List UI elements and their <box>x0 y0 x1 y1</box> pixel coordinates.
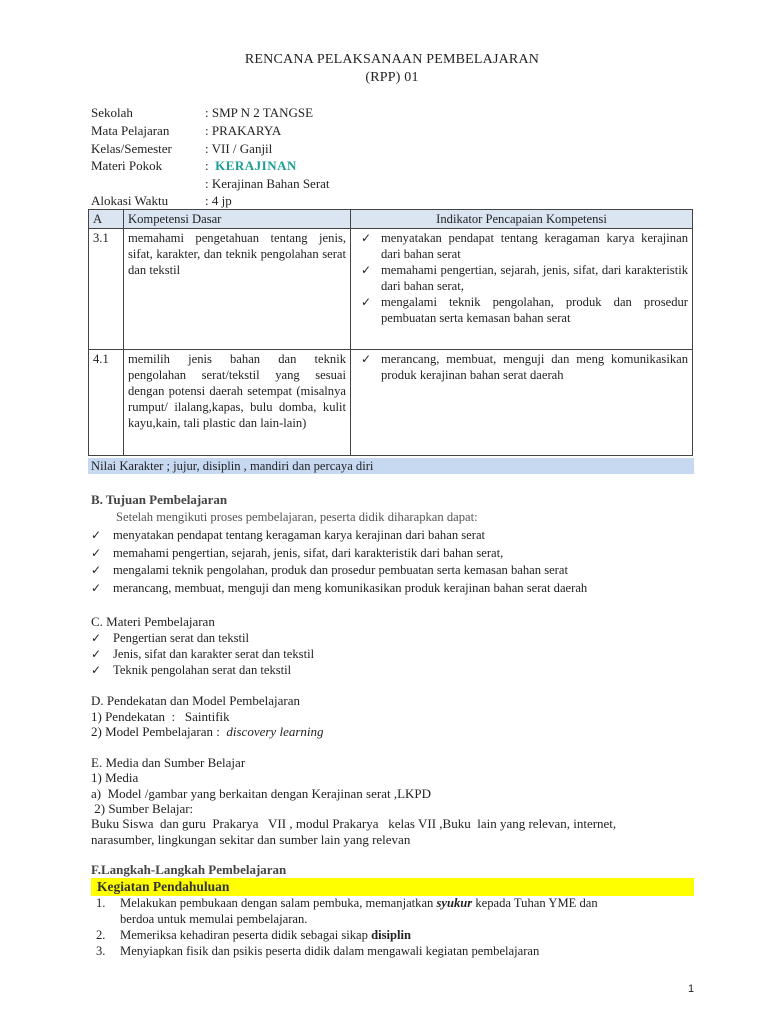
section-f-title: F.Langkah-Langkah Pembelajaran <box>91 862 287 877</box>
check-icon: ✓ <box>91 647 102 661</box>
list-item <box>91 663 291 678</box>
step-item-cont: berdoa untuk memulai pembelajaran. <box>120 912 308 926</box>
check-icon: ✓ <box>91 546 102 560</box>
list-item <box>91 546 503 561</box>
sumber-line-2: narasumber, lingkungan sekitar dan sumber lain yang relevan <box>91 832 411 847</box>
nilai-karakter: Nilai Karakter ; jujur, disiplin , mandiri dan percaya diri <box>88 458 694 474</box>
table-row <box>89 229 693 350</box>
indicator-text: merancang, membuat, menguji dan meng komunikasikan produk kerajinan bahan serat daerah <box>381 352 688 382</box>
identity-label-alokasi: Alokasi Waktu <box>91 193 169 208</box>
media-item: a) Model /gambar yang berkaitan dengan Kerajinan serat ,LKPD <box>91 786 432 801</box>
list-item <box>91 581 587 596</box>
indicator-item <box>355 230 688 262</box>
kd-text: memahami pengetahuan tentang jenis, sifat, karakter, dan teknik pengolahan serat dan tekstil <box>124 229 351 350</box>
identity-value-materi <box>205 158 297 174</box>
step-strong: disiplin <box>371 928 412 942</box>
list-item-text: merancang, membuat, menguji dan meng komunikasikan produk kerajinan bahan serat daerah <box>113 581 588 595</box>
identity-label-sekolah: Sekolah <box>91 105 133 120</box>
header-kd: Kompetensi Dasar <box>124 210 351 229</box>
indicator-cell <box>351 229 693 350</box>
section-e-title: E. Media dan Sumber Belajar <box>91 755 246 770</box>
step-emphasis: syukur <box>436 896 473 910</box>
list-item-text: Pengertian serat dan tekstil <box>113 631 250 645</box>
check-icon: ✓ <box>361 263 372 277</box>
check-icon: ✓ <box>361 295 372 309</box>
indicator-text: mengalami teknik pengolahan, produk dan prosedur pembuatan serta kemasan bahan serat <box>381 295 688 325</box>
list-item <box>91 528 485 543</box>
list-item-text: memahami pengertian, sejarah, jenis, sifat, dari karakteristik dari bahan serat, <box>113 546 504 560</box>
indicator-item <box>355 262 688 294</box>
step-item <box>96 944 696 959</box>
check-icon: ✓ <box>361 352 372 366</box>
list-item-text: mengalami teknik pengolahan, produk dan prosedur pembuatan serta kemasan bahan serat <box>113 563 568 577</box>
check-icon: ✓ <box>91 581 102 595</box>
indicator-item <box>355 294 688 326</box>
identity-label-materi: Materi Pokok <box>91 158 163 173</box>
kd-text: memilih jenis bahan dan teknik pengolahan serat/tekstil yang sesuai dengan potensi daerah setempat (misalnya rumput/ ilalang,kapas, bulu domba, kulit kayu,kain, tali plastic dan lain-lain) <box>124 350 351 456</box>
sumber-line-1: Buku Siswa dan guru Prakarya VII , modul Prakarya kelas VII ,Buku lain yang relevan, internet, <box>91 816 617 831</box>
row-number: 4.1 <box>89 350 124 456</box>
document-subtitle: (RPP) 01 <box>365 70 419 85</box>
step-text: Memeriksa kehadiran peserta didik sebagai sikap <box>120 928 372 942</box>
table-row <box>89 350 693 456</box>
indicator-item <box>355 351 688 383</box>
identity-value-mapel: : PRAKARYA <box>205 123 282 138</box>
page-number: 1 <box>688 983 695 995</box>
step-text-end: kepada Tuhan YME dan <box>472 896 598 910</box>
step-text: Menyiapkan fisik dan psikis peserta didik dalam mengawali kegiatan pembelajaran <box>120 944 540 958</box>
indicator-cell <box>351 350 693 456</box>
materi-highlight: KERAJINAN <box>215 158 297 173</box>
identity-value-submateri: : Kerajinan Bahan Serat <box>205 176 330 191</box>
identity-label-kelas: Kelas/Semester <box>91 141 172 156</box>
document-title: RENCANA PELAKSANAAN PEMBELAJARAN <box>244 52 540 67</box>
check-icon: ✓ <box>91 528 102 542</box>
pendekatan-line: 1) Pendekatan : Saintifik <box>91 709 230 724</box>
section-b-title: B. Tujuan Pembelajaran <box>91 492 228 507</box>
indicator-text: memahami pengertian, sejarah, jenis, sifat, dari karakteristik dari bahan serat, <box>381 263 688 293</box>
section-b-intro: Setelah mengikuti proses pembelajaran, peserta didik diharapkan dapat: <box>116 510 478 524</box>
table-header-row <box>89 210 693 229</box>
check-icon: ✓ <box>91 563 102 577</box>
row-number: 3.1 <box>89 229 124 350</box>
identity-value-sekolah: : SMP N 2 TANGSE <box>205 105 314 120</box>
step-number: 2. <box>96 928 106 942</box>
step-text: Melakukan pembukaan dengan salam pembuka, memanjatkan <box>120 896 437 910</box>
step-number: 1. <box>96 896 106 910</box>
kegiatan-pendahuluan-label: Kegiatan Pendahuluan <box>91 878 694 896</box>
check-icon: ✓ <box>91 663 102 677</box>
identity-value-kelas: : VII / Ganjil <box>205 141 273 156</box>
list-item <box>91 647 314 662</box>
competency-table <box>88 209 693 456</box>
header-a: A <box>89 210 124 229</box>
section-d-title: D. Pendekatan dan Model Pembelajaran <box>91 693 301 708</box>
step-item <box>96 928 696 943</box>
check-icon: ✓ <box>361 231 372 245</box>
model-value: discovery learning <box>226 724 324 739</box>
list-item <box>91 631 249 646</box>
list-item-text: Teknik pengolahan serat dan tekstil <box>113 663 292 677</box>
indicator-text: menyatakan pendapat tentang keragaman karya kerajinan dari bahan serat <box>381 231 688 261</box>
model-prefix: 2) Model Pembelajaran : <box>91 724 227 739</box>
check-icon: ✓ <box>91 631 102 645</box>
identity-label-mapel: Mata Pelajaran <box>91 123 170 138</box>
section-c-title: C. Materi Pembelajaran <box>91 614 215 629</box>
step-item <box>96 896 696 911</box>
media-label: 1) Media <box>91 770 139 785</box>
list-item-text: Jenis, sifat dan karakter serat dan tekstil <box>113 647 315 661</box>
header-indikator: Indikator Pencapaian Kompetensi <box>351 210 693 229</box>
materi-prefix: : <box>205 158 216 173</box>
list-item <box>91 563 568 578</box>
model-line <box>91 724 324 740</box>
sumber-label: 2) Sumber Belajar: <box>91 801 194 816</box>
identity-value-alokasi: : 4 jp <box>205 193 232 208</box>
step-number: 3. <box>96 944 106 958</box>
list-item-text: menyatakan pendapat tentang keragaman karya kerajinan dari bahan serat <box>113 528 486 542</box>
